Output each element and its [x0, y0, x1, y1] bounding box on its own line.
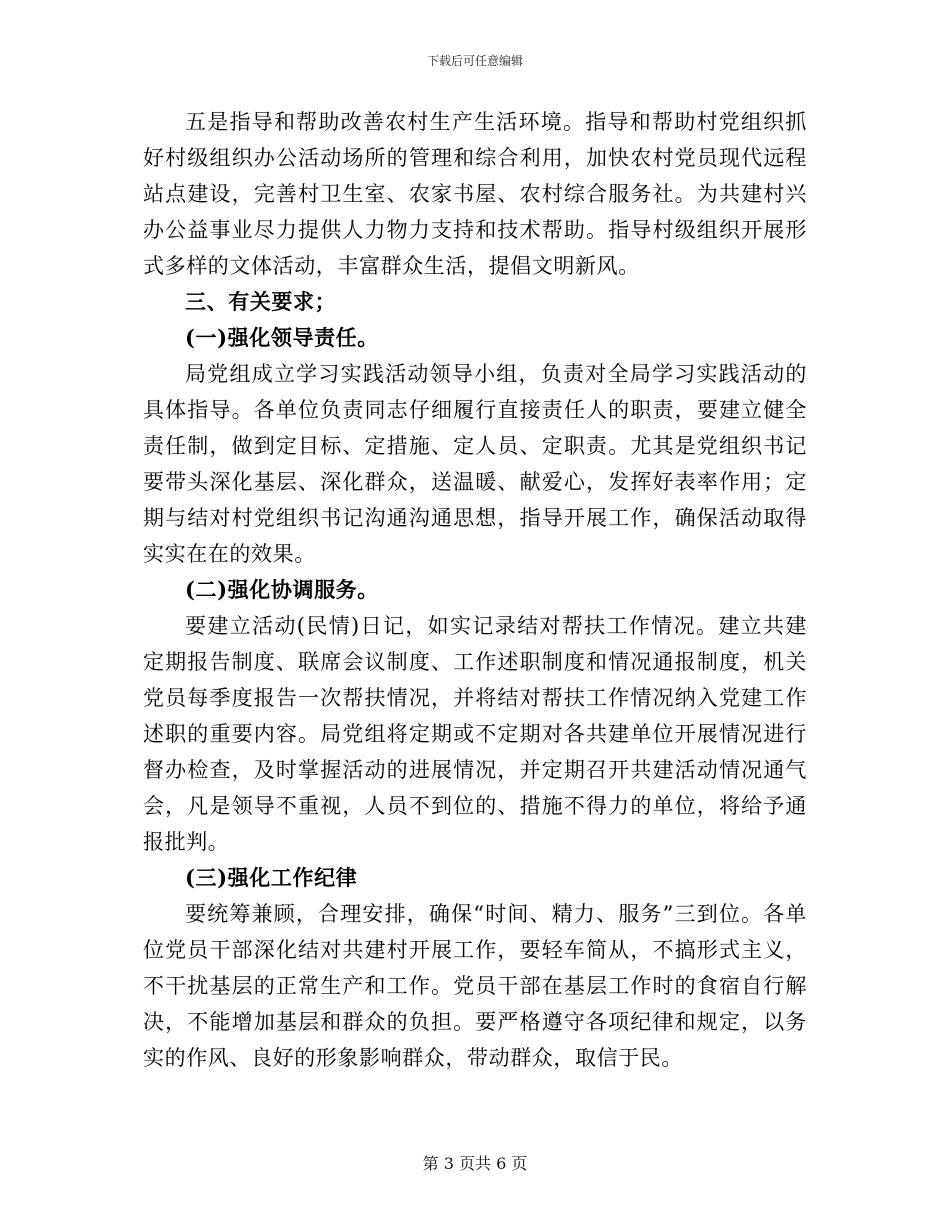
paragraph-rural-environment: 五是指导和帮助改善农村生产生活环境。指导和帮助村党组织抓好村级组织办公活动场所的管理和综合利用，加快农村党员现代远程站点建设，完善村卫生室、农家书屋、农村综合服务社。为共建村兴办公益事业尽力提供人力物力支持和技术帮助。指导村级组织开展形式多样的文体活动，丰富群众生活，提倡文明新风。 — [143, 110, 807, 278]
subheading-coordination: (二)强化协调服务。 — [185, 577, 379, 602]
paragraph-leadership: 局党组成立学习实践活动领导小组，负责对全局学习实践活动的具体指导。各单位负责同志仔细履行直接责任人的职责，要建立健全责任制，做到定目标、定措施、定人员、定职责。尤其是党组织书记要带头深化基层、深化群众，送温暖、献爱心，发挥好表率作用；定期与结对村党组织书记沟通沟通思想，指导开展工作，确保活动取得实实在在的效果。 — [143, 362, 807, 566]
header-note: 下载后可任意编辑 — [426, 54, 523, 68]
subheading-discipline: (三)强化工作纪律 — [185, 865, 358, 890]
subheading-leadership: (一)强化领导责任。 — [185, 325, 379, 350]
section-heading-requirements: 三、有关要求； — [185, 289, 337, 314]
paragraph-coordination: 要建立活动(民情)日记，如实记录结对帮扶工作情况。建立共建定期报告制度、联席会议制度、工作述职制度和情况通报制度，机关党员每季度报告一次帮扶情况，并将结对帮扶工作情况纳入党建工作述职的重要内容。局党组将定期或不定期对各共建单位开展情况进行督办检查，及时掌握活动的进展情况，并定期召开共建活动情况通气会，凡是领导不重视，人员不到位的、措施不得力的单位，将给予通报批判。 — [143, 614, 807, 854]
document-body — [143, 104, 807, 1076]
paragraph-discipline: 要统筹兼顾，合理安排，确保“时间、精力、服务”三到位。各单位党员干部深化结对共建村开展工作，要轻车简从，不搞形式主义，不干扰基层的正常生产和工作。党员干部在基层工作时的食宿自行解决，不能增加基层和群众的负担。要严格遵守各项纪律和规定，以务实的作风、良好的形象影响群众，带动群众，取信于民。 — [143, 902, 807, 1070]
page-number: 第 3 页共 6 页 — [422, 1154, 528, 1173]
